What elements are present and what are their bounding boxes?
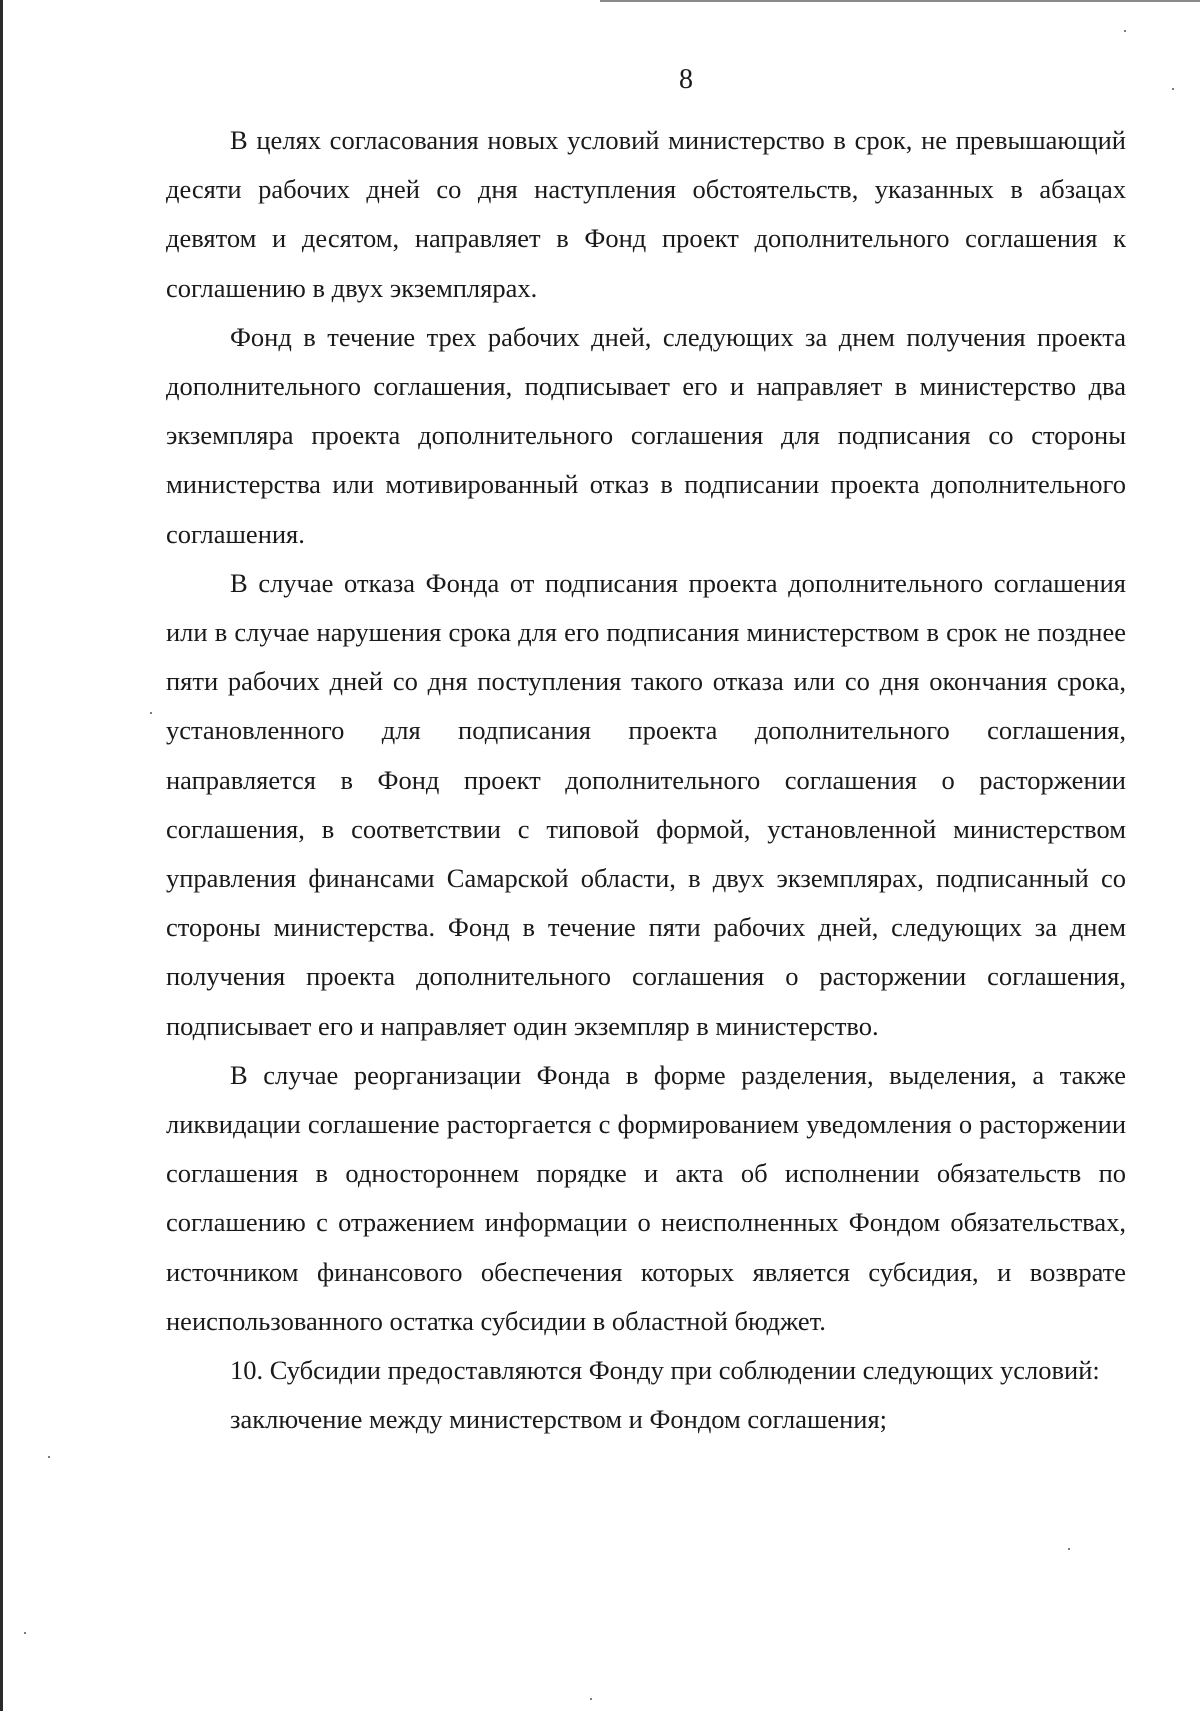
paragraph-new-conditions: В целях согласования новых условий министерство в срок, не превышающий десяти рабочих дней со дня наступления обстоятельств, указанных в абзацах девятом и десятом, направляет в Фонд проект дополнительного соглашения к соглашению в двух экземплярах. [166,125,1126,303]
paragraph-condition-agreement: заключение между министерством и Фондом соглашения; [230,1404,888,1435]
paragraph-reorganization: В случае реорганизации Фонда в форме разделения, выделения, а также ликвидации соглашение расторгается с формированием уведомления о расторжении соглашения в одностороннем порядке и акта об исполнении обязательств по соглашению с отражением информации о неисполненных Фондом обязательствах, источником финансового обеспечения которых является субсидия, и возврате неиспользованного остатка субсидии в областной бюджет. [166,1059,1126,1336]
scan-speck [48,1456,50,1458]
paragraph-fund-signing: Фонд в течение трех рабочих дней, следующих за днем получения проекта дополнительного соглашения, подписывает его и направляет в министерство два экземпляра проекта дополнительного соглашения для подписания со стороны министерства или мотивированный отказ в подписании проекта дополнительного соглашения. [166,321,1126,549]
paragraph-refusal-termination: В случае отказа Фонда от подписания проекта дополнительного соглашения или в случае нарушения срока для его подписания министерством в срок не позднее пяти рабочих дней со дня поступления такого отказа или со дня окончания срока, установленного для подписания проекта дополнительного соглашения, направляется в Фонд проект дополнительного соглашения о расторжении соглашения, в соответствии с типовой формой, установленной министерством управления финансами Самарской области, в двух экземплярах, подписанный со стороны министерства. Фонд в течение пяти рабочих дней, следующих за днем получения проекта дополнительного соглашения о расторжении соглашения, подписывает его и направляет один экземпляр в министерство. [166,567,1126,1041]
scan-top-edge [600,0,1200,2]
scan-speck [1172,88,1174,90]
paragraph-clause-10: 10. Субсидии предоставляются Фонду при соблюдении следующих условий: [230,1355,1100,1386]
scan-left-edge [0,0,3,1711]
scan-speck [24,1632,26,1634]
scan-speck [1068,1548,1070,1550]
scan-speck [1124,30,1126,32]
document-body [166,116,1126,1444]
scan-speck [590,1698,592,1700]
scan-speck [150,712,152,714]
page-number: 8 [679,64,693,95]
